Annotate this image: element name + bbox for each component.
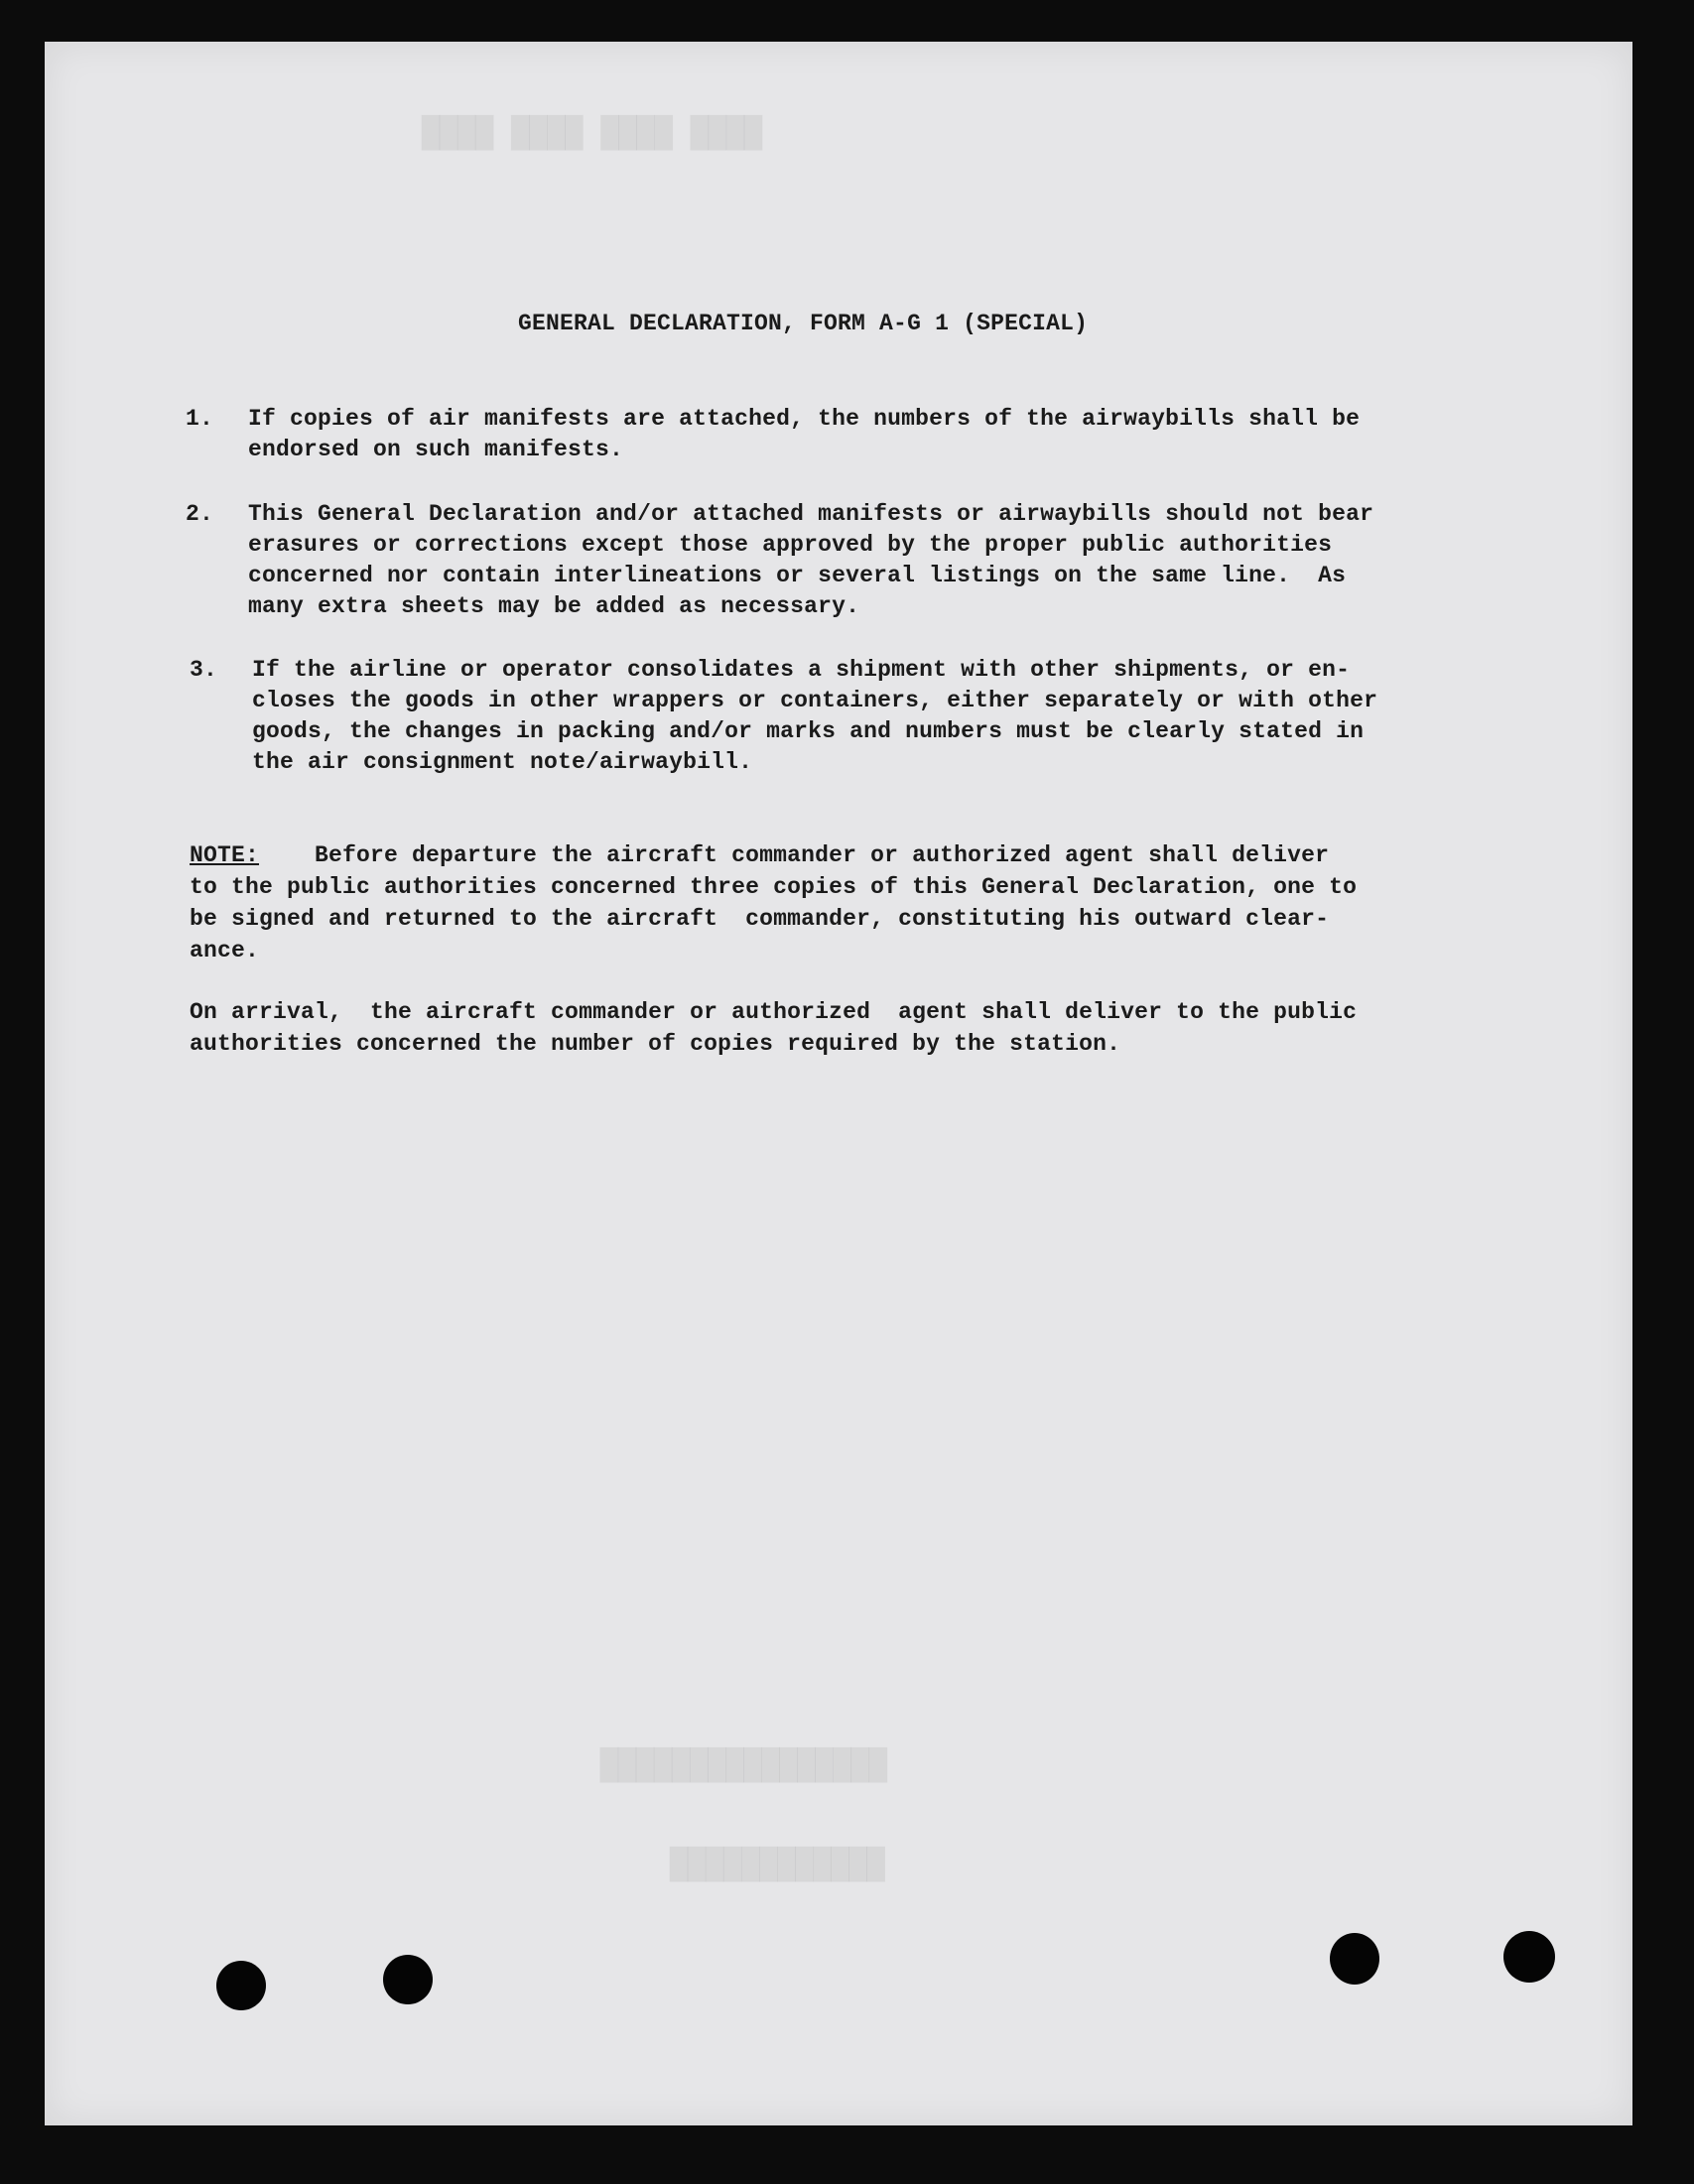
list-item bbox=[186, 499, 1505, 624]
document-title: GENERAL DECLARATION, FORM A-G 1 (SPECIAL) bbox=[518, 311, 1089, 336]
item-line: This General Declaration and/or attached manifests or airwaybills should not bear bbox=[248, 501, 1374, 527]
item-line: endorsed on such manifests. bbox=[248, 437, 624, 462]
item-line: goods, the changes in packing and/or marks and numbers must be clearly stated in bbox=[252, 718, 1365, 744]
punch-hole bbox=[216, 1961, 266, 2010]
list-item bbox=[186, 404, 1505, 467]
item-body bbox=[252, 655, 1377, 778]
note-line: be signed and returned to the aircraft commander, constituting his outward clear- bbox=[190, 906, 1330, 932]
item-line: closes the goods in other wrappers or containers, either separately or with other bbox=[252, 688, 1378, 713]
list-item bbox=[190, 655, 1509, 780]
note-label: NOTE: bbox=[190, 842, 260, 868]
item-line: If the airline or operator consolidates a shipment with other shipments, or en- bbox=[252, 657, 1351, 683]
note-line: ance. bbox=[190, 938, 260, 964]
punch-hole bbox=[1330, 1933, 1379, 1985]
punch-hole bbox=[1503, 1931, 1555, 1983]
item-number: 3. bbox=[190, 657, 218, 683]
item-line: concerned nor contain interlineations or several listings on the same line. As bbox=[248, 563, 1347, 588]
show-through-artifact: ████ ████ ████ ████ bbox=[422, 116, 763, 151]
note-first-line-text: Before departure the aircraft commander or authorized agent shall deliver bbox=[259, 842, 1330, 868]
show-through-artifact: ████████████████ bbox=[600, 1748, 887, 1783]
item-number: 2. bbox=[186, 501, 214, 527]
show-through-artifact: ████████████ bbox=[670, 1848, 885, 1882]
arrival-paragraph bbox=[190, 996, 1357, 1060]
item-body bbox=[248, 499, 1373, 622]
item-line: If copies of air manifests are attached, the numbers of the airwaybills shall be bbox=[248, 406, 1361, 432]
paper-sheet bbox=[45, 42, 1632, 2125]
note-line: to the public authorities concerned three copies of this General Declaration, one to bbox=[190, 874, 1358, 900]
arrival-line: authorities concerned the number of copies required by the station. bbox=[190, 1031, 1121, 1057]
item-line: the air consignment note/airwaybill. bbox=[252, 749, 753, 775]
note-paragraph bbox=[190, 839, 1357, 966]
arrival-line: On arrival, the aircraft commander or authorized agent shall deliver to the public bbox=[190, 999, 1358, 1025]
item-number: 1. bbox=[186, 406, 214, 432]
item-body bbox=[248, 404, 1360, 465]
punch-hole bbox=[383, 1955, 433, 2004]
note-first-line bbox=[190, 839, 1357, 871]
item-line: many extra sheets may be added as necessary. bbox=[248, 593, 860, 619]
item-line: erasures or corrections except those approved by the proper public authorities bbox=[248, 532, 1333, 558]
